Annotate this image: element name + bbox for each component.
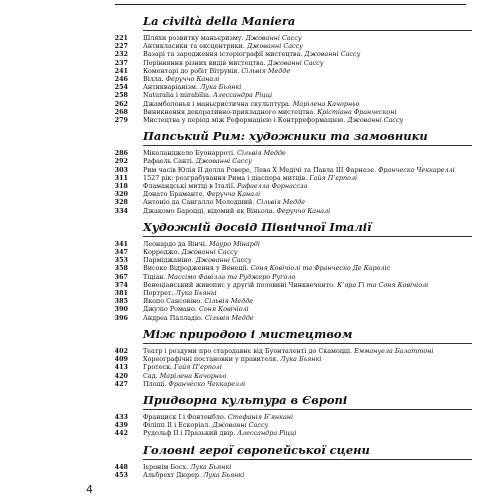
entry-title: Донато Браманте.: [143, 190, 205, 199]
entry-page-number: 254: [114, 83, 128, 92]
entry-title: Ієронім Босх.: [143, 462, 189, 471]
entry-title: Виникнення декоративно-прикладного мистецтва.: [143, 107, 316, 116]
entry-page-number: 353: [114, 256, 128, 265]
entry-title: Шляхи розвитку маньєризму.: [143, 34, 244, 42]
entry-page-number: 442: [114, 429, 128, 438]
entry-author: Соня Ковічіолі: [198, 305, 249, 314]
entry-text: [143, 240, 472, 248]
entry-text: [143, 429, 472, 437]
toc-entry[interactable]: [112, 157, 472, 165]
toc-entry[interactable]: [112, 471, 472, 479]
entry-title: Гротеск.: [143, 363, 173, 372]
entry-title: Театр і роздуми про стародавнє від Буонталенті до Скамоцці.: [143, 346, 353, 355]
entry-page-number: 320: [114, 190, 128, 199]
entry-page-number: 358: [114, 264, 128, 273]
entry-page-number: 237: [114, 58, 128, 67]
section-title: Папський Рим: художники та замовники: [143, 127, 472, 146]
entry-title: Порівняння різних видів мистецтва.: [143, 58, 266, 67]
entry-title: Фламандські митці в Італії.: [143, 182, 235, 191]
entry-page-number: 409: [114, 355, 128, 364]
entry-page-number: 246: [114, 75, 128, 84]
entry-author: Мауро Мінарді: [209, 239, 260, 248]
entry-title: Андреа Палладіо.: [143, 313, 203, 322]
entry-text: [143, 264, 472, 272]
entry-page-number: 232: [114, 50, 128, 59]
entry-page-number: 341: [114, 239, 128, 248]
toc-entry[interactable]: [112, 264, 472, 272]
entry-title: Рудольф ІІ і Празький двір.: [143, 429, 236, 438]
entry-page-number: 318: [114, 182, 128, 191]
entry-title: Рафаель Санті.: [143, 157, 194, 166]
entry-text: [143, 297, 472, 305]
toc-entry[interactable]: [112, 273, 472, 281]
entry-page-number: 221: [114, 34, 128, 42]
entry-author: Джованні Сассу: [195, 157, 252, 166]
entry-title: Вазарі та зародження історіографії мистецтва.: [143, 50, 303, 59]
toc-entry[interactable]: [112, 42, 472, 50]
entry-author: Стефанія Бʼянкані: [227, 412, 294, 421]
entry-title: 1527 рік: розграбування Рима і діаспора митців.: [143, 173, 308, 182]
entry-title: Парміджаніно.: [143, 256, 194, 265]
toc-section: [112, 12, 472, 124]
toc-entry[interactable]: [112, 463, 472, 471]
entry-page-number: 262: [114, 99, 128, 108]
entry-text: [143, 190, 472, 198]
entry-page-number: 413: [114, 363, 128, 372]
toc-entry[interactable]: [112, 116, 472, 124]
toc-entry[interactable]: [112, 289, 472, 297]
entry-page-number: 303: [114, 165, 128, 174]
entry-text: [143, 149, 472, 157]
entry-title: Антикласики та ексцентрики.: [143, 42, 245, 51]
entry-author: Джованні Сассу: [347, 116, 404, 125]
entry-text: [143, 108, 472, 116]
entry-page-number: 390: [114, 305, 128, 314]
entry-page-number: 385: [114, 297, 128, 306]
entry-title: Венеціанський живопис у другій половині Чинквеченто.: [143, 280, 336, 289]
entry-text: [143, 83, 472, 91]
entry-page-number: 448: [114, 462, 128, 471]
entry-author: Еммануела Балаттоні: [354, 346, 434, 355]
entry-text: [143, 314, 472, 322]
toc-entry[interactable]: [112, 108, 472, 116]
toc-entry[interactable]: [112, 314, 472, 322]
entry-page-number: 396: [114, 313, 128, 322]
entry-author: Джованні Сассу: [304, 50, 361, 59]
toc-entry[interactable]: [112, 355, 472, 363]
entry-title: Високе Відродження у Венеції.: [143, 264, 249, 273]
toc-entry[interactable]: [112, 166, 472, 174]
entry-author: Марілена Качорньо: [292, 99, 360, 108]
entry-page-number: 279: [114, 116, 128, 125]
toc-entry[interactable]: [112, 149, 472, 157]
entry-author: Алессандра Ріцці: [237, 429, 297, 438]
section-title: La civiltà della Maniera: [143, 12, 472, 31]
entry-title: Джамболонья і маньєристична скульптура.: [143, 99, 291, 108]
entry-page-number: 420: [114, 371, 128, 380]
entry-author: Лука Бьянкі: [280, 355, 322, 364]
entry-text: [143, 363, 472, 371]
toc-entry[interactable]: [112, 50, 472, 58]
entry-author: Гайя Пʼєрполі: [174, 363, 222, 372]
entry-text: [143, 471, 472, 479]
toc-entry[interactable]: [112, 75, 472, 83]
toc-entry[interactable]: [112, 207, 472, 215]
entry-text: [143, 305, 472, 313]
entry-author: Сільвія Медде: [256, 198, 306, 207]
entry-author: Феруччо Каналі: [206, 190, 261, 199]
entry-page-number: 268: [114, 107, 128, 116]
entry-text: [143, 289, 472, 297]
entry-author: Франческо Чеккареллі: [378, 165, 455, 174]
entry-page-number: 453: [114, 470, 128, 479]
entry-author: Сільвія Медде: [237, 149, 286, 158]
entry-title: Сад.: [143, 371, 158, 380]
entry-title: Альбрехт Дюрер.: [143, 470, 202, 479]
entry-text: [143, 273, 472, 281]
entry-author: Гайя Пʼєрполі: [309, 173, 358, 182]
entry-author: Феруччо Каналі: [165, 75, 220, 84]
section-title: Художній досвід Північної Італії: [143, 218, 472, 237]
entry-page-number: 374: [114, 280, 128, 289]
toc-entry[interactable]: [112, 305, 472, 313]
entry-text: [143, 91, 472, 99]
entry-text: [143, 75, 472, 83]
toc-entry[interactable]: [112, 297, 472, 305]
entry-text: [143, 413, 472, 421]
toc-section: [112, 218, 472, 322]
entry-text: [143, 50, 472, 58]
toc-entry[interactable]: [112, 281, 472, 289]
entry-text: [143, 256, 472, 264]
entry-title: Антоніо да Сангалло Молодший.: [143, 198, 255, 207]
entry-page-number: 227: [114, 42, 128, 51]
entry-title: Франциск І і Фонтенбло.: [143, 412, 226, 421]
entry-text: [143, 355, 472, 363]
entry-author: Джованні Сассу: [195, 256, 252, 265]
entry-page-number: 402: [114, 346, 128, 355]
toc-entry[interactable]: [112, 240, 472, 248]
entry-author: Кʼяра Гі та Соня Ковічіолі: [337, 280, 429, 289]
entry-title: Хореографічні постановки у правителя.: [143, 355, 279, 364]
entry-text: [143, 174, 472, 182]
entry-author: Сільвія Медде: [241, 66, 291, 75]
toc-entry[interactable]: [112, 363, 472, 371]
entry-title: Naturalia i mirabilia.: [143, 91, 211, 100]
entry-author: Соня Ковічіолі та Франческо Де Кароліс: [250, 264, 391, 273]
entry-author: Джованні Сассу: [267, 58, 324, 67]
entry-text: [143, 34, 472, 42]
entry-page-number: 347: [114, 248, 128, 257]
entry-author: Лука Бьянкі: [175, 289, 217, 298]
entry-text: [143, 100, 472, 108]
entry-author: Марілена Качорньо: [159, 371, 227, 380]
toc-entry[interactable]: [112, 421, 472, 429]
entry-page-number: 328: [114, 198, 128, 207]
toc-entry[interactable]: [112, 59, 472, 67]
entry-author: Лука Бьянкі: [200, 83, 242, 92]
entry-page-number: 292: [114, 157, 128, 166]
entry-author: Джованні Сассу: [246, 42, 303, 51]
entry-page-number: 258: [114, 91, 128, 100]
entry-title: Портрет.: [143, 289, 174, 298]
toc-section: [112, 441, 472, 479]
toc-entry[interactable]: [112, 372, 472, 380]
section-title: Головні герої європейської сцени: [143, 441, 472, 460]
entry-title: Тіціан.: [143, 272, 166, 281]
entry-title: Мистецтва у період між Реформацією і Контрреформацією.: [143, 116, 346, 125]
entry-author: Сільвія Медде: [204, 297, 254, 306]
entry-text: [143, 421, 472, 429]
entry-title: Філіпп ІІ і Ескоріал.: [143, 421, 211, 430]
entry-text: [143, 372, 472, 380]
page-number: 4: [86, 483, 93, 496]
section-title: Придворна культура в Європі: [143, 391, 472, 410]
entry-text: [143, 67, 472, 75]
top-rule: [115, 4, 466, 5]
toc-entry[interactable]: [112, 174, 472, 182]
toc-entry[interactable]: [112, 34, 472, 42]
entry-author: Рафаелла Форнассза: [236, 182, 308, 191]
toc-section: [112, 391, 472, 438]
entry-author: Массімо Фавілла та Руджеро Руґоло: [167, 272, 296, 281]
toc-entry[interactable]: [112, 248, 472, 256]
entry-author: Джованні Сассу: [245, 34, 302, 42]
entry-text: [143, 42, 472, 50]
entry-title: Антикваріанізм.: [143, 83, 199, 92]
table-of-contents: [112, 12, 472, 479]
entry-author: Лука Бьянкі: [203, 470, 245, 479]
entry-text: [143, 248, 472, 256]
entry-author: Алессандра Ріцці: [213, 91, 273, 100]
entry-text: [143, 380, 472, 388]
toc-entry[interactable]: [112, 198, 472, 206]
toc-entry[interactable]: [112, 91, 472, 99]
toc-entry[interactable]: [112, 190, 472, 198]
entry-text: [143, 116, 472, 124]
entry-text: [143, 463, 472, 471]
toc-entry[interactable]: [112, 413, 472, 421]
entry-title: Леонардо да Вінчі.: [143, 239, 208, 248]
entry-title: Джакомо Бароцці, відомий як Віньола.: [143, 206, 275, 215]
entry-page-number: 433: [114, 412, 128, 421]
entry-page-number: 334: [114, 206, 128, 215]
entry-page-number: 286: [114, 149, 128, 158]
toc-entry[interactable]: [112, 182, 472, 190]
entry-page-number: 381: [114, 289, 128, 298]
entry-text: [143, 347, 472, 355]
entry-text: [143, 281, 472, 289]
entry-page-number: 367: [114, 272, 128, 281]
entry-page-number: 311: [114, 173, 128, 182]
entry-title: Якопо Сансовіно.: [143, 297, 203, 306]
entry-text: [143, 198, 472, 206]
toc-entry[interactable]: [112, 429, 472, 437]
entry-author: Сільвія Медде: [204, 313, 254, 322]
entry-author: Феруччо Каналі: [276, 206, 331, 215]
entry-author: Крістіана Франческоні: [317, 107, 397, 116]
toc-entry[interactable]: [112, 380, 472, 388]
entry-text: [143, 166, 472, 174]
entry-title: Площі.: [143, 379, 167, 388]
toc-entry[interactable]: [112, 67, 472, 75]
toc-entry[interactable]: [112, 100, 472, 108]
entry-title: Коментарі до робіт Вітрувія.: [143, 66, 240, 75]
entry-title: Рим часів Юлія ІІ делла Ровере, Лева Х Медічі та Павла ІІІ Фарнезе.: [143, 165, 377, 174]
toc-section: [112, 127, 472, 215]
entry-author: Джованні Сассу: [212, 421, 269, 430]
entry-author: Лука Бьянкі: [190, 462, 232, 471]
entry-text: [143, 207, 472, 215]
entry-author: Франческо Чеккареллі: [168, 379, 246, 388]
entry-text: [143, 59, 472, 67]
toc-section: [112, 325, 472, 388]
toc-entry[interactable]: [112, 256, 472, 264]
entry-title: Корреджо.: [143, 248, 180, 257]
entry-author: Джованні Сассу: [181, 248, 238, 257]
entry-text: [143, 157, 472, 165]
toc-entry[interactable]: [112, 347, 472, 355]
entry-page-number: 439: [114, 421, 128, 430]
entry-text: [143, 182, 472, 190]
entry-title: Мікеланджело Буонарроті.: [143, 149, 236, 158]
toc-entry[interactable]: [112, 83, 472, 91]
entry-page-number: 241: [114, 66, 128, 75]
entry-title: Вілла.: [143, 75, 164, 84]
entry-title: Джуліо Романо.: [143, 305, 197, 314]
section-title: Між природою і мистецтвом: [143, 325, 472, 344]
entry-page-number: 427: [114, 379, 128, 388]
